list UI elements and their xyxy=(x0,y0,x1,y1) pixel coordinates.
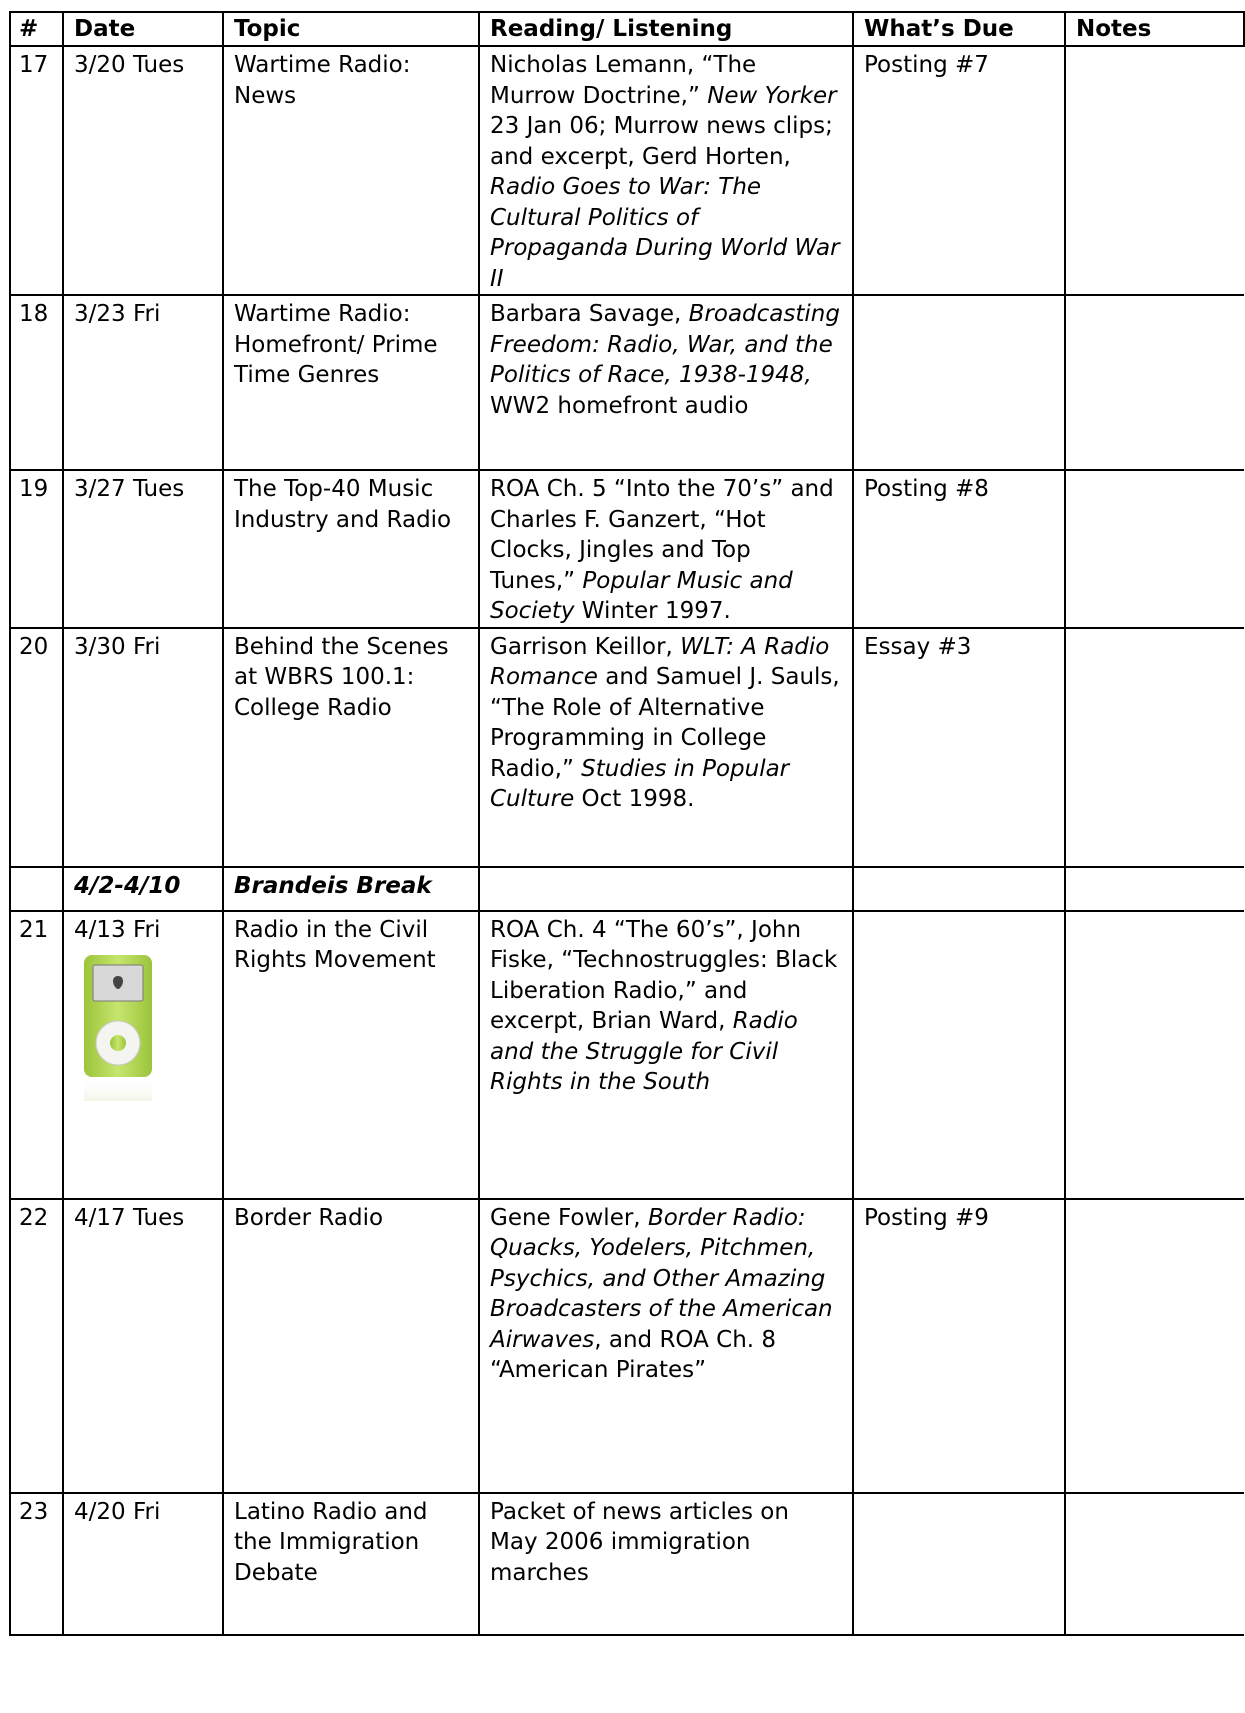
reading-title-italic: New Yorker xyxy=(707,82,837,109)
session-topic: Brandeis Break xyxy=(223,867,479,911)
reading-text: Nicholas Lemann, “The Murrow Doctrine,” xyxy=(490,52,757,109)
session-number: 22 xyxy=(10,1199,63,1493)
header-num: # xyxy=(10,12,63,46)
reading-title-italic: WLT: A Radio Romance xyxy=(490,633,830,690)
session-notes xyxy=(1065,867,1244,911)
header-notes: Notes xyxy=(1065,12,1244,46)
table-row xyxy=(10,1493,1244,1635)
header-due: What’s Due xyxy=(853,12,1065,46)
reading-text: Garrison Keillor, xyxy=(490,633,681,660)
table-row xyxy=(10,628,1244,867)
session-date: 3/30 Fri xyxy=(63,628,223,867)
session-number xyxy=(10,867,63,911)
reading-title-italic: Radio and the Struggle for Civil Rights in the South xyxy=(490,1008,798,1095)
reading-text: Winter 1997. xyxy=(574,598,731,624)
session-number: 19 xyxy=(10,470,63,628)
session-date: 3/20 Tues xyxy=(63,46,223,295)
reading-text: Oct 1998. xyxy=(574,786,695,812)
session-reading xyxy=(479,911,853,1199)
header-date: Date xyxy=(63,12,223,46)
reading-text: and Samuel J. Sauls, “The Role of Alternative Programming in College Radio,” xyxy=(490,664,840,782)
session-notes xyxy=(1065,1493,1244,1635)
session-number: 20 xyxy=(10,628,63,867)
session-number: 17 xyxy=(10,46,63,295)
session-due xyxy=(853,295,1065,470)
reading-text: WW2 homefront audio xyxy=(490,392,749,419)
session-date: 4/13 Fri xyxy=(63,911,223,1199)
reading-text: Gene Fowler, xyxy=(490,1204,648,1231)
table-row xyxy=(10,867,1244,911)
green-ipod-mini-image xyxy=(74,953,212,1103)
session-notes xyxy=(1065,470,1244,628)
reading-title-italic: Radio Goes to War: The Cultural Politics of Propaganda During World War II xyxy=(490,174,840,292)
session-reading xyxy=(479,295,853,470)
session-notes xyxy=(1065,628,1244,867)
session-date: 3/23 Fri xyxy=(63,295,223,470)
reading-text: ROA Ch. 4 “The 60’s”, John Fiske, “Technostruggles: Black Liberation Radio,” and excerpt, Brian Ward, xyxy=(490,916,838,1034)
session-due: Essay #3 xyxy=(853,628,1065,867)
session-topic: Radio in the Civil Rights Movement xyxy=(223,911,479,1199)
table-row xyxy=(10,470,1244,628)
session-number: 21 xyxy=(10,911,63,1199)
session-date: 4/17 Tues xyxy=(63,1199,223,1493)
session-notes xyxy=(1065,911,1244,1199)
session-due xyxy=(853,911,1065,1199)
table-row xyxy=(10,911,1244,1199)
session-topic: Latino Radio and the Immigration Debate xyxy=(223,1493,479,1635)
reading-text: Packet of news articles on May 2006 immigration marches xyxy=(490,1498,789,1586)
table-row xyxy=(10,46,1244,295)
session-notes xyxy=(1065,295,1244,470)
table-row xyxy=(10,1199,1244,1493)
session-topic: Wartime Radio: Homefront/ Prime Time Genres xyxy=(223,295,479,470)
header-topic: Topic xyxy=(223,12,479,46)
session-due xyxy=(853,1493,1065,1635)
session-reading xyxy=(479,867,853,911)
session-topic: Behind the Scenes at WBRS 100.1: College Radio xyxy=(223,628,479,867)
session-due: Posting #8 xyxy=(853,470,1065,628)
reading-title-italic: Broadcasting Freedom: Radio, War, and the Politics of Race, 1938-1948, xyxy=(490,301,840,388)
session-number: 18 xyxy=(10,295,63,470)
session-date: 4/20 Fri xyxy=(63,1493,223,1635)
header-row xyxy=(10,12,1244,46)
session-due: Posting #7 xyxy=(853,46,1065,295)
syllabus-schedule-table xyxy=(9,11,1245,1636)
session-reading xyxy=(479,628,853,867)
session-reading xyxy=(479,470,853,628)
session-reading xyxy=(479,1493,853,1635)
session-date: 4/2-4/10 xyxy=(63,867,223,911)
session-reading xyxy=(479,46,853,295)
reading-title-italic: Studies in Popular Culture xyxy=(490,755,790,812)
session-topic: The Top-40 Music Industry and Radio xyxy=(223,470,479,628)
session-due xyxy=(853,867,1065,911)
session-notes xyxy=(1065,46,1244,295)
reading-title-italic: Border Radio: Quacks, Yodelers, Pitchmen, Psychics, and Other Amazing Broadcasters of the American Airwaves xyxy=(490,1204,833,1353)
session-topic: Border Radio xyxy=(223,1199,479,1493)
session-due: Posting #9 xyxy=(853,1199,1065,1493)
session-reading xyxy=(479,1199,853,1493)
table-row xyxy=(10,295,1244,470)
session-date: 3/27 Tues xyxy=(63,470,223,628)
reading-text: , and ROA Ch. 8 “American Pirates” xyxy=(490,1326,777,1383)
session-topic: Wartime Radio: News xyxy=(223,46,479,295)
session-notes xyxy=(1065,1199,1244,1493)
reading-text: Barbara Savage, xyxy=(490,301,689,327)
reading-title-italic: Popular Music and Society xyxy=(490,567,793,624)
header-reading: Reading/ Listening xyxy=(479,12,853,46)
reading-text: 23 Jan 06; Murrow news clips; and excerpt, Gerd Horten, xyxy=(490,113,833,170)
session-number: 23 xyxy=(10,1493,63,1635)
reading-text: ROA Ch. 5 “Into the 70’s” and Charles F. Ganzert, “Hot Clocks, Jingles and Top Tunes,” xyxy=(490,476,834,594)
